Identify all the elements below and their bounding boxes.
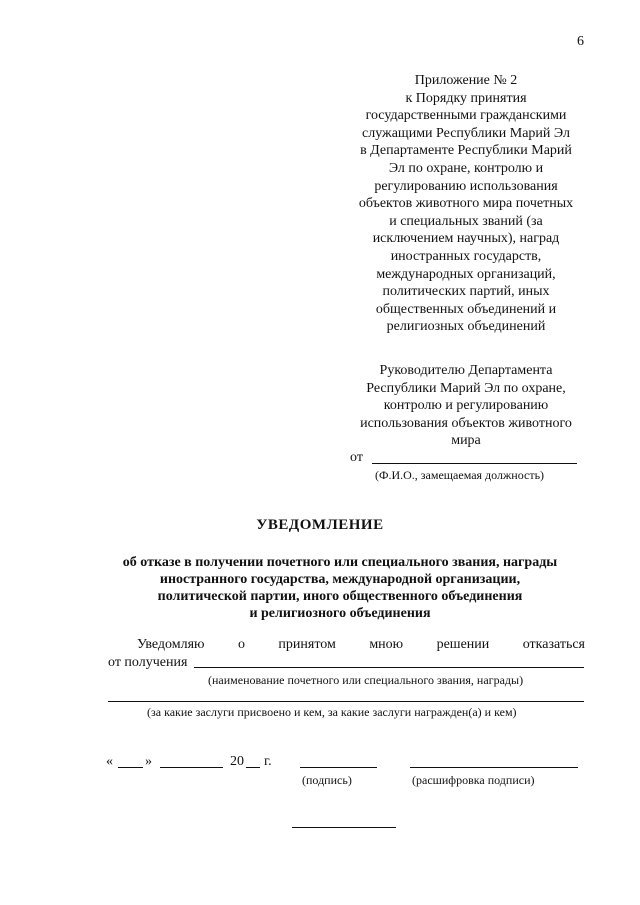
- appendix-line: служащими Республики Марий Эл: [362, 125, 570, 141]
- appendix-line: исключением научных), наград: [372, 231, 560, 247]
- appendix-line: общественных объединений и: [375, 301, 557, 317]
- addressee-line: Руководителю Департамента: [379, 363, 553, 378]
- date-open-quote: «: [106, 754, 113, 769]
- appendix-line: политических партий, иных: [382, 284, 550, 300]
- date-month-field[interactable]: [160, 767, 223, 768]
- signature-decode-field[interactable]: [410, 767, 578, 768]
- date-day-field[interactable]: [118, 767, 143, 768]
- from-name-field[interactable]: [372, 463, 577, 464]
- addressee-line: Республики Марий Эл по охране,: [366, 380, 566, 396]
- subtitle-line: об отказе в получении почетного или специального звания, награды: [122, 555, 558, 570]
- appendix-line: Эл по охране, контролю и: [388, 160, 544, 176]
- document-subtitle: [80, 554, 600, 622]
- signature-field[interactable]: [300, 767, 377, 768]
- body-word: отказаться: [522, 637, 585, 652]
- signature-caption: (подпись): [302, 773, 352, 787]
- addressee-block: [345, 362, 587, 450]
- addressee-line: контролю и регулированию: [383, 398, 549, 414]
- appendix-line: регулированию использования: [374, 178, 558, 194]
- appendix-line: иностранных государств,: [390, 248, 542, 264]
- body-word: о: [237, 637, 245, 652]
- appendix-line: в Департаменте Республики Марий: [360, 143, 572, 159]
- appendix-line: государственными гражданскими: [365, 108, 567, 124]
- document-title: УВЕДОМЛЕНИЕ: [256, 517, 384, 533]
- award-name-caption: (наименование почетного или специального звания, награды): [208, 673, 524, 687]
- body-word: решении: [436, 637, 490, 652]
- bottom-divider: [292, 827, 396, 828]
- appendix-line: и специальных званий (за: [389, 213, 543, 229]
- body-word: принятом: [278, 637, 336, 652]
- page-number: 6: [577, 34, 584, 49]
- appendix-line: религиозных объединений: [386, 319, 546, 335]
- subtitle-line: иностранного государства, международной организации,: [159, 572, 521, 587]
- merits-field[interactable]: [108, 701, 584, 702]
- body-text-line: [137, 637, 585, 653]
- appendix-line: Приложение № 2: [414, 73, 518, 88]
- addressee-line: мира: [451, 433, 481, 449]
- date-year-prefix: 20: [230, 754, 244, 769]
- date-close-quote: »: [145, 754, 152, 769]
- from-label: от: [350, 450, 363, 465]
- signature-decode-caption: (расшифровка подписи): [412, 773, 535, 787]
- body-text-receipt: от получения: [108, 655, 188, 670]
- appendix-line: объектов животного мира почетных: [358, 196, 574, 212]
- date-year-suffix: г.: [264, 754, 272, 769]
- from-caption: (Ф.И.О., замещаемая должность): [375, 468, 545, 482]
- addressee-line: использования объектов животного: [360, 415, 572, 431]
- appendix-line: к Порядку принятия: [405, 90, 527, 106]
- appendix-header: [345, 72, 587, 336]
- appendix-line: международных организаций,: [376, 266, 556, 282]
- merits-caption: (за какие заслуги присвоено и кем, за какие заслуги награжден(а) и кем): [147, 705, 517, 719]
- body-word: Уведомляю: [137, 637, 205, 652]
- subtitle-line: политической партии, иного общественного объединения: [157, 589, 523, 604]
- body-word: мною: [369, 637, 404, 652]
- award-name-field[interactable]: [194, 667, 584, 668]
- date-year-field[interactable]: [246, 767, 260, 768]
- subtitle-line: и религиозного объединения: [249, 606, 431, 621]
